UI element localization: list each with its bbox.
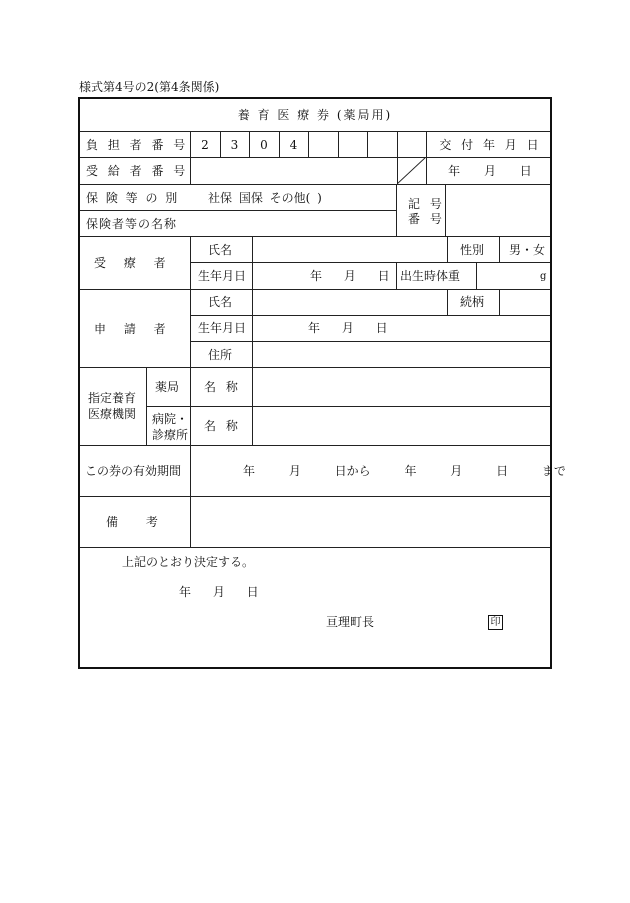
pharmacy-label: 薬局 — [155, 380, 180, 394]
col-divider — [426, 131, 427, 184]
issue-date-label: 交 付 年 月 日 — [439, 138, 539, 152]
payer-number-label: 負 担 者 番 号 — [86, 138, 189, 152]
patient-sex-label: 性別 — [460, 243, 485, 257]
hospital-label: 診療所 — [152, 428, 189, 442]
insurance-type-options: 社保 国保 その他( ) — [208, 191, 322, 205]
remarks-label: 備 考 — [106, 515, 158, 529]
row-divider — [80, 496, 550, 497]
hospital-name-label: 名 称 — [204, 419, 238, 433]
decision-text: 上記のとおり決定する。 — [122, 555, 255, 569]
form-title: 養 育 医 療 券 (薬局用) — [237, 108, 393, 122]
row-divider — [80, 184, 550, 185]
row-divider — [80, 157, 550, 158]
patient-label: 受 療 者 — [94, 256, 166, 270]
row-divider — [146, 406, 550, 407]
row-divider — [190, 315, 550, 316]
applicant-dob-value: 年 月 日 — [308, 321, 388, 335]
payer-digit: 3 — [230, 138, 239, 152]
applicant-dob-label: 生年月日 — [198, 321, 247, 335]
applicant-name-label: 氏名 — [208, 295, 233, 309]
symbol-label: 記 号 — [408, 197, 445, 211]
col-divider — [396, 184, 397, 236]
applicant-address-label: 住所 — [208, 348, 233, 362]
birth-weight-label: 出生時体重 — [400, 269, 461, 283]
payer-digit: 0 — [260, 138, 268, 152]
institution-label: 医療機関 — [88, 407, 137, 421]
col-divider — [499, 236, 500, 262]
row-divider — [80, 210, 396, 211]
col-divider — [252, 367, 253, 445]
col-divider — [146, 367, 147, 445]
patient-dob-label: 生年月日 — [198, 269, 247, 283]
col-divider — [476, 262, 477, 289]
patient-sex-value: 男・女 — [509, 243, 546, 257]
row-divider — [80, 367, 550, 368]
col-divider — [308, 131, 309, 157]
col-divider — [190, 367, 191, 445]
col-divider — [338, 131, 339, 157]
row-divider — [190, 341, 550, 342]
patient-name-label: 氏名 — [208, 243, 233, 257]
payer-digit: 4 — [289, 138, 298, 152]
pharmacy-name-label: 名 称 — [204, 380, 238, 394]
form-caption: 様式第4号の2(第4条関係) — [79, 80, 220, 94]
col-divider — [190, 445, 191, 547]
blank-cell-slash — [397, 157, 426, 184]
row-divider — [80, 547, 550, 548]
issue-date-value: 年 月 日 — [448, 164, 532, 178]
col-divider — [396, 262, 397, 289]
hospital-label: 病院・ — [152, 412, 189, 426]
col-divider — [190, 236, 191, 367]
col-divider — [367, 131, 368, 157]
row-divider — [80, 131, 550, 132]
row-divider — [190, 262, 550, 263]
patient-dob-value: 年 月 日 — [310, 269, 390, 283]
number-label: 番 号 — [408, 212, 445, 226]
mayor-title: 亘理町長 — [326, 615, 375, 629]
medical-voucher-form — [78, 97, 566, 669]
col-divider — [447, 289, 448, 315]
insurer-name-label: 保険者等の名称 — [86, 217, 178, 231]
payer-digit: 2 — [201, 138, 209, 152]
seal-mark: 印 — [488, 615, 503, 630]
row-divider — [80, 445, 550, 446]
col-divider — [447, 236, 448, 262]
row-divider — [80, 236, 550, 237]
recipient-number-label: 受 給 者 番 号 — [86, 164, 189, 178]
institution-label: 指定養育 — [88, 391, 137, 405]
validity-value: 年 月 日から 年 月 日 まで — [243, 464, 566, 478]
col-divider — [445, 184, 446, 236]
row-divider — [80, 289, 550, 290]
decision-date: 年 月 日 — [179, 585, 259, 599]
insurance-type-label: 保 険 等 の 別 — [86, 191, 180, 205]
birth-weight-unit: g — [540, 271, 547, 282]
applicant-label: 申 請 者 — [94, 322, 166, 336]
col-divider — [499, 289, 500, 315]
applicant-relation-label: 続柄 — [460, 295, 485, 309]
col-divider — [252, 236, 253, 367]
validity-label: この券の有効期間 — [85, 464, 182, 478]
